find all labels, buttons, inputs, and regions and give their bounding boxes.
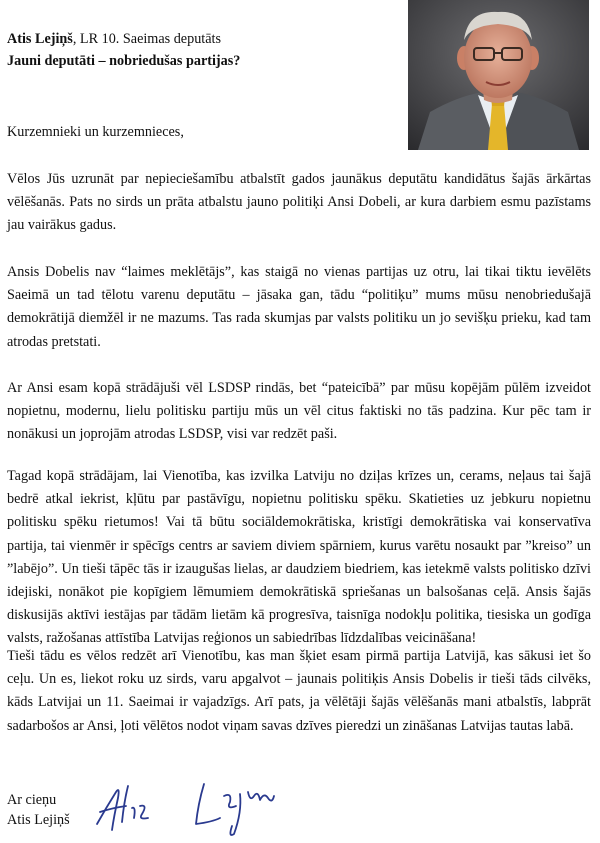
- paragraph: Vēlos Jūs uzrunāt par nepieciešamību atbalstīt gados jaunākus deputātu kandidātus šajās ārkārtas vēlēšanās. Pats no sirds un prāta atbalstu jauno politiķi Ansi Dobeli, ar kura darbiem esmu pazīstams jau vairākus gadus.: [7, 171, 591, 234]
- closing-greeting: Ar cieņu: [7, 792, 57, 808]
- paragraph: Tieši tādu es vēlos redzēt arī Vienotību, kas man šķiet esam pirmā partija Latvijā, kas sākusi iet šo ceļu. Un es, liekot roku uz sirds, varu apgalvot – jaunais politiķis Ansis Dobelis ir tieši tāds cilvēks, kāds Latvijai un 11. Saeimai ir vajadzīgs. Arī pats, ja vēlētāji šajās vēlēšanās mani atbalstīs, labprāt sadarbošos ar Ansi, ļoti vēlētos nodot viņam savas dzīves pieredzi un zināšanas Latvijas tautas labā.: [7, 648, 591, 734]
- closing-signature-name: Atis Lejiņš: [7, 812, 70, 828]
- author-position: , LR 10. Saeimas deputāts: [72, 31, 221, 47]
- author-name: Atis Lejiņš: [7, 31, 73, 47]
- paragraph: Ar Ansi esam kopā strādājuši vēl LSDSP rindās, bet “pateicībā” par mūsu kopējām pūlēm izveidot nopietnu, modernu, lielu politisku partiju mūs un vēl citus faktiski no tās padzina. Kur pēc tam ir nonākusi un joprojām atrodas LSDSP, visi var redzēt paši.: [7, 380, 591, 443]
- author-line: [7, 28, 387, 50]
- closing-block: [7, 790, 70, 830]
- letter-title: Jauni deputāti – nobriedušas partijas?: [7, 53, 241, 69]
- paragraph: Ansis Dobelis nav “laimes meklētājs”, kas staigā no vienas partijas uz otru, lai tikai tiktu ievēlēts Saeimā un tad tēlotu varenu deputātu – jāsaka gan, tādu “politiķu” mums mūsu nenobriedušajā demokrātijā diemžēl ir ne mazums. Tas rada skumjas par valsts politiku un jo sevišķu prieku, kad tam atrodas pretstati.: [7, 264, 591, 350]
- portrait-image: [408, 0, 589, 150]
- paragraph: Tagad kopā strādājam, lai Vienotība, kas izvilka Latviju no dziļas krīzes un, cerams, neļaus tai šajā bedrē atkal iekrist, kļūtu par pastāvīgu, nopietnu politisku spēku. Skatieties uz jebkuru nopietnu politisku spēku rietumos! Vai tā būtu sociāldemokrātiska, kristīgi demokrātiska vai konservatīva partija, tai vienmēr ir spēcīgs centrs ar saviem diviem spārniem, kurus varētu nosaukt par ”kreiso” un ”labējo”. Un tieši tāpēc tās ir izaugušas lielas, ar daudziem biedriem, kas ietekmē valsts politisko dzīvi idejiski, nonākot pie kopīgiem lēmumiem demokrātiskā spriešanas un balsošanas ceļā. Ansis šajās diskusijās aktīvi iestājas par tādām lietām kā progresīva, taisnīga nodokļu politika, tiesiska un godīga valsts, ražošanas attīstība Latvijas reģionos un sabiedrības līdzdalības veicināšana!: [7, 468, 591, 647]
- author-photo: [408, 0, 589, 150]
- salutation: Kurzemnieki un kurzemnieces,: [7, 124, 184, 140]
- letter-header: [7, 28, 387, 72]
- handwritten-signature: [92, 778, 287, 840]
